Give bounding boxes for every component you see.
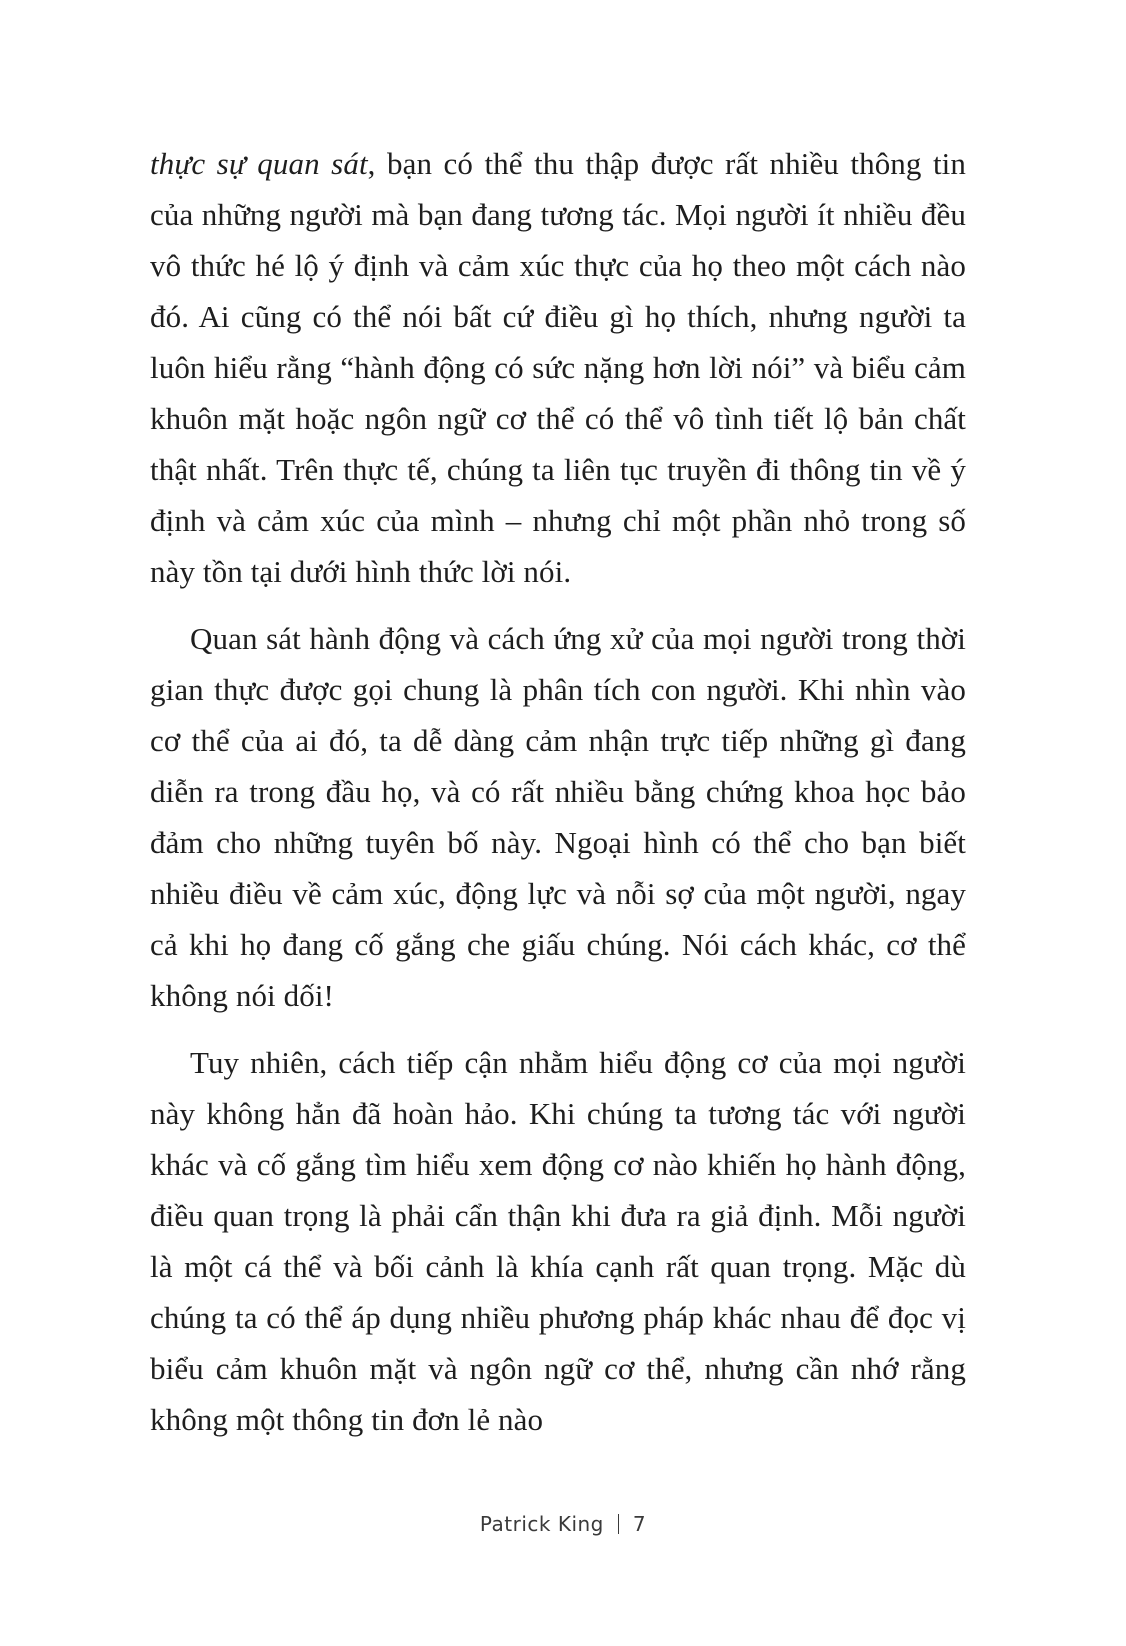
paragraph-1 bbox=[150, 138, 966, 597]
page-footer bbox=[0, 1512, 1126, 1536]
paragraph-1-text: , bạn có thể thu thập được rất nhiều thông tin của những người mà bạn đang tương tác. Mọi người ít nhiều đều vô thức hé lộ ý định và cảm xúc thực của họ theo một cách nào đó. Ai cũng có thể nói bất cứ điều gì họ thích, nhưng người ta luôn hiểu rằng “hành động có sức nặng hơn lời nói” và biểu cảm khuôn mặt hoặc ngôn ngữ cơ thể có thể vô tình tiết lộ bản chất thật nhất. Trên thực tế, chúng ta liên tục truyền đi thông tin về ý định và cảm xúc của mình – nhưng chỉ một phần nhỏ trong số này tồn tại dưới hình thức lời nói. bbox=[150, 146, 966, 589]
paragraph-1-italic-lead: thực sự quan sát bbox=[150, 146, 368, 181]
paragraph-2: Quan sát hành động và cách ứng xử của mọi người trong thời gian thực được gọi chung là phân tích con người. Khi nhìn vào cơ thể của ai đó, ta dễ dàng cảm nhận trực tiếp những gì đang diễn ra trong đầu họ, và có rất nhiều bằng chứng khoa học bảo đảm cho những tuyên bố này. Ngoại hình có thể cho bạn biết nhiều điều về cảm xúc, động lực và nỗi sợ của một người, ngay cả khi họ đang cố gắng che giấu chúng. Nói cách khác, cơ thể không nói dối! bbox=[150, 621, 966, 1013]
footer-separator bbox=[618, 1514, 619, 1534]
footer-author: Patrick King bbox=[479, 1512, 604, 1536]
page-body bbox=[150, 138, 966, 1445]
paragraph-3: Tuy nhiên, cách tiếp cận nhằm hiểu động cơ của mọi người này không hẳn đã hoàn hảo. Khi chúng ta tương tác với người khác và cố gắng tìm hiểu xem động cơ nào khiến họ hành động, điều quan trọng là phải cẩn thận khi đưa ra giả định. Mỗi người là một cá thể và bối cảnh là khía cạnh rất quan trọng. Mặc dù chúng ta có thể áp dụng nhiều phương pháp khác nhau để đọc vị biểu cảm khuôn mặt và ngôn ngữ cơ thể, nhưng cần nhớ rằng không một thông tin đơn lẻ nào bbox=[150, 1045, 966, 1437]
footer-page-number: 7 bbox=[632, 1512, 647, 1536]
